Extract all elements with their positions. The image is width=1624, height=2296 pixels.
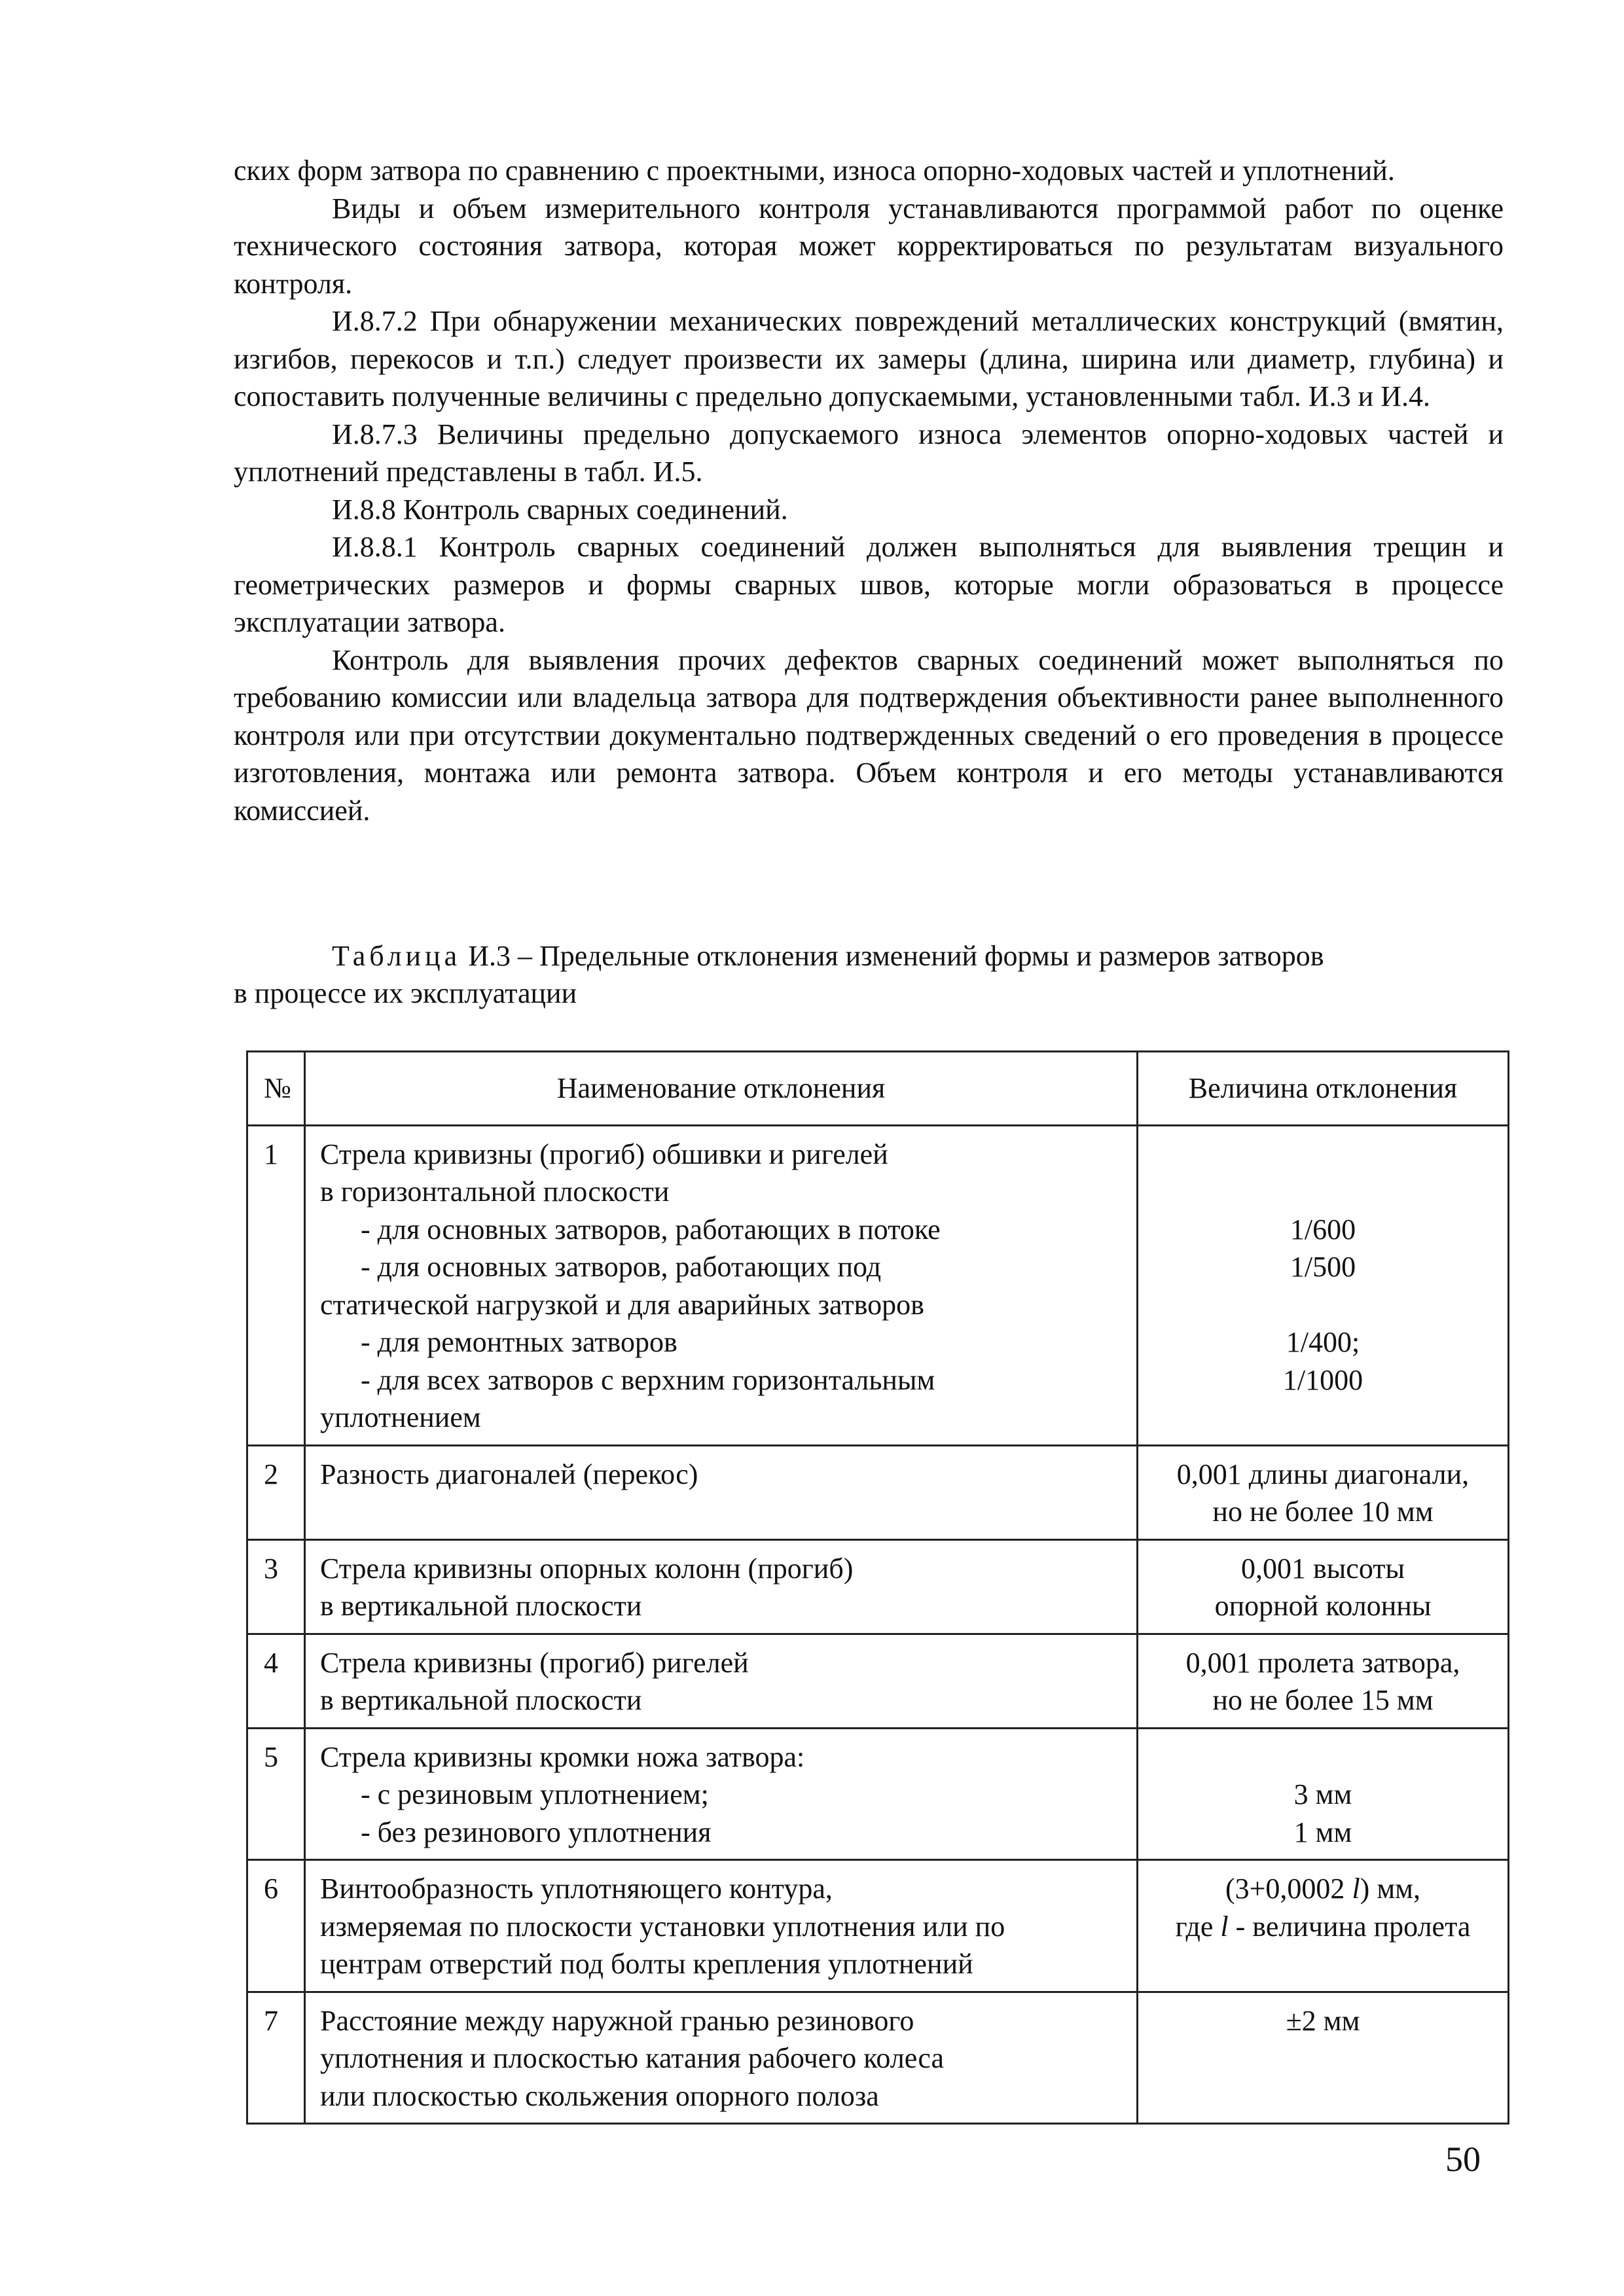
deviations-table	[246, 1050, 1509, 2125]
name-line: или плоскостью скольжения опорного полоза	[320, 2079, 879, 2112]
row-number: 4	[247, 1634, 305, 1728]
paragraph: ских форм затвора по сравнению с проектными, износа опорно-ходовых частей и уплотнений.	[234, 154, 1395, 187]
row-name	[305, 1539, 1138, 1634]
value-line: (3+0,0002 l) мм,	[1225, 1873, 1421, 1905]
name-line: Стрела кривизны опорных колонн (прогиб)	[320, 1552, 854, 1585]
row-name	[305, 1860, 1138, 1992]
row-name	[305, 1992, 1138, 2124]
paragraph: И.8.7.3 Величины предельно допускаемого износа элементов опорно-ходовых частей и уплотнений представлены в табл. И.5.	[234, 418, 1504, 488]
value-line: 0,001 пролета затвора,	[1185, 1646, 1460, 1679]
table-row	[247, 1728, 1509, 1860]
row-value	[1138, 1728, 1509, 1860]
row-value	[1138, 1125, 1509, 1445]
table-row	[247, 1634, 1509, 1728]
row-name	[305, 1445, 1138, 1539]
row-value	[1138, 1992, 1509, 2124]
value-line: 3 мм	[1293, 1778, 1352, 1810]
value-line: 1/600	[1290, 1213, 1356, 1246]
value-line: 1/500	[1290, 1251, 1356, 1283]
name-line: центрам отверстий под болты крепления уплотнений	[320, 1948, 973, 1980]
name-line: Разность диагоналей (перекос)	[320, 1458, 698, 1490]
row-value	[1138, 1860, 1509, 1992]
paragraph: И.8.7.2 При обнаружении механических повреждений металлических конструкций (вмятин, изгибов, перекосов и т.п.) следует произвести их замеры (длина, ширина или диаметр, глубина) и сопоставить полученные величины с предельно допускаемыми, установленными табл. И.3 и И.4.	[234, 305, 1504, 412]
table-caption-line-2: в процессе их эксплуатации	[234, 977, 577, 1009]
row-name	[305, 1728, 1138, 1860]
value-line: 1 мм	[1293, 1816, 1352, 1848]
row-number: 5	[247, 1728, 305, 1860]
name-line: уплотнения и плоскостью катания рабочего колеса	[320, 2042, 945, 2074]
name-line: в вертикальной плоскости	[320, 1590, 642, 1622]
table-row	[247, 1125, 1509, 1445]
value-line: 1/400;	[1286, 1326, 1360, 1358]
name-line: Стрела кривизны кромки ножа затвора:	[320, 1740, 805, 1773]
name-line: статической нагрузкой и для аварийных затворов	[320, 1288, 924, 1321]
table-caption-title: И.3 – Предельные отклонения изменений формы и размеров затворов	[461, 940, 1324, 972]
value-line: 1/1000	[1282, 1363, 1363, 1396]
table-row	[247, 1445, 1509, 1539]
name-line: Винтообразность уплотняющего контура,	[320, 1873, 833, 1905]
name-line: измеряемая по плоскости установки уплотнения или по	[320, 1910, 1005, 1943]
paragraph: Контроль для выявления прочих дефектов сварных соединений может выполняться по требованию комиссии или владельца затвора для подтверждения объективности ранее выполненного контроля или при отсутствии документально подтвержденных сведений о его проведения в процессе изготовления, монтажа или ремонта затвора. Объем контроля и его методы устанавливаются комиссией.	[234, 643, 1504, 827]
row-number: 6	[247, 1860, 305, 1992]
body-text	[234, 152, 1504, 829]
name-line: в горизонтальной плоскости	[320, 1175, 670, 1208]
row-value	[1138, 1445, 1509, 1539]
row-number: 3	[247, 1539, 305, 1634]
name-line: - для всех затворов с верхним горизонтальным	[361, 1363, 935, 1396]
table-row	[247, 1860, 1509, 1992]
header-number: №	[247, 1052, 305, 1126]
value-line: 0,001 длины диагонали,	[1176, 1458, 1470, 1490]
name-line: - для ремонтных затворов	[361, 1326, 677, 1358]
value-line: опорной колонны	[1214, 1590, 1432, 1622]
page-number: 50	[1445, 2140, 1481, 2179]
variable-l: l	[1220, 1910, 1229, 1943]
header-value: Величина отклонения	[1138, 1052, 1509, 1126]
paragraph: И.8.8.1 Контроль сварных соединений должен выполняться для выявления трещин и геометрических размеров и формы сварных швов, которые могли образоваться в процессе эксплуатации затвора.	[234, 531, 1504, 638]
value-line: 0,001 высоты	[1240, 1552, 1405, 1585]
row-number: 7	[247, 1992, 305, 2124]
value-line: но не более 10 мм	[1212, 1496, 1434, 1528]
header-name: Наименование отклонения	[305, 1052, 1138, 1126]
name-line: уплотнением	[320, 1401, 481, 1433]
name-line: - с резиновым уплотнением;	[361, 1778, 709, 1810]
paragraph: Виды и объем измерительного контроля устанавливаются программой работ по оценке технического состояния затвора, которая может корректироваться по результатам визуального контроля.	[234, 192, 1504, 300]
name-line: Расстояние между наружной гранью резинового	[320, 2004, 914, 2037]
value-line: но не более 15 мм	[1212, 1684, 1434, 1716]
name-line: - для основных затворов, работающих в потоке	[361, 1213, 941, 1246]
name-line: - без резинового уплотнения	[361, 1816, 712, 1848]
paragraph: И.8.8 Контроль сварных соединений.	[332, 493, 788, 526]
table-header-row	[247, 1052, 1509, 1126]
table-row	[247, 1539, 1509, 1634]
row-name	[305, 1125, 1138, 1445]
table-caption-line-1	[234, 937, 1504, 975]
row-number: 1	[247, 1125, 305, 1445]
name-line: в вертикальной плоскости	[320, 1684, 642, 1716]
value-line: ±2 мм	[1286, 2004, 1360, 2037]
row-name	[305, 1634, 1138, 1728]
name-line: Стрела кривизны (прогиб) ригелей	[320, 1646, 749, 1679]
value-line: где l - величина пролета	[1175, 1910, 1471, 1943]
name-line: - для основных затворов, работающих под	[361, 1251, 882, 1283]
table-row	[247, 1992, 1509, 2124]
row-value	[1138, 1539, 1509, 1634]
variable-l: l	[1352, 1873, 1360, 1905]
table-caption	[234, 937, 1504, 1012]
table-caption-label: Таблица	[332, 940, 461, 972]
name-line: Стрела кривизны (прогиб) обшивки и ригелей	[320, 1138, 888, 1170]
row-value	[1138, 1634, 1509, 1728]
row-number: 2	[247, 1445, 305, 1539]
